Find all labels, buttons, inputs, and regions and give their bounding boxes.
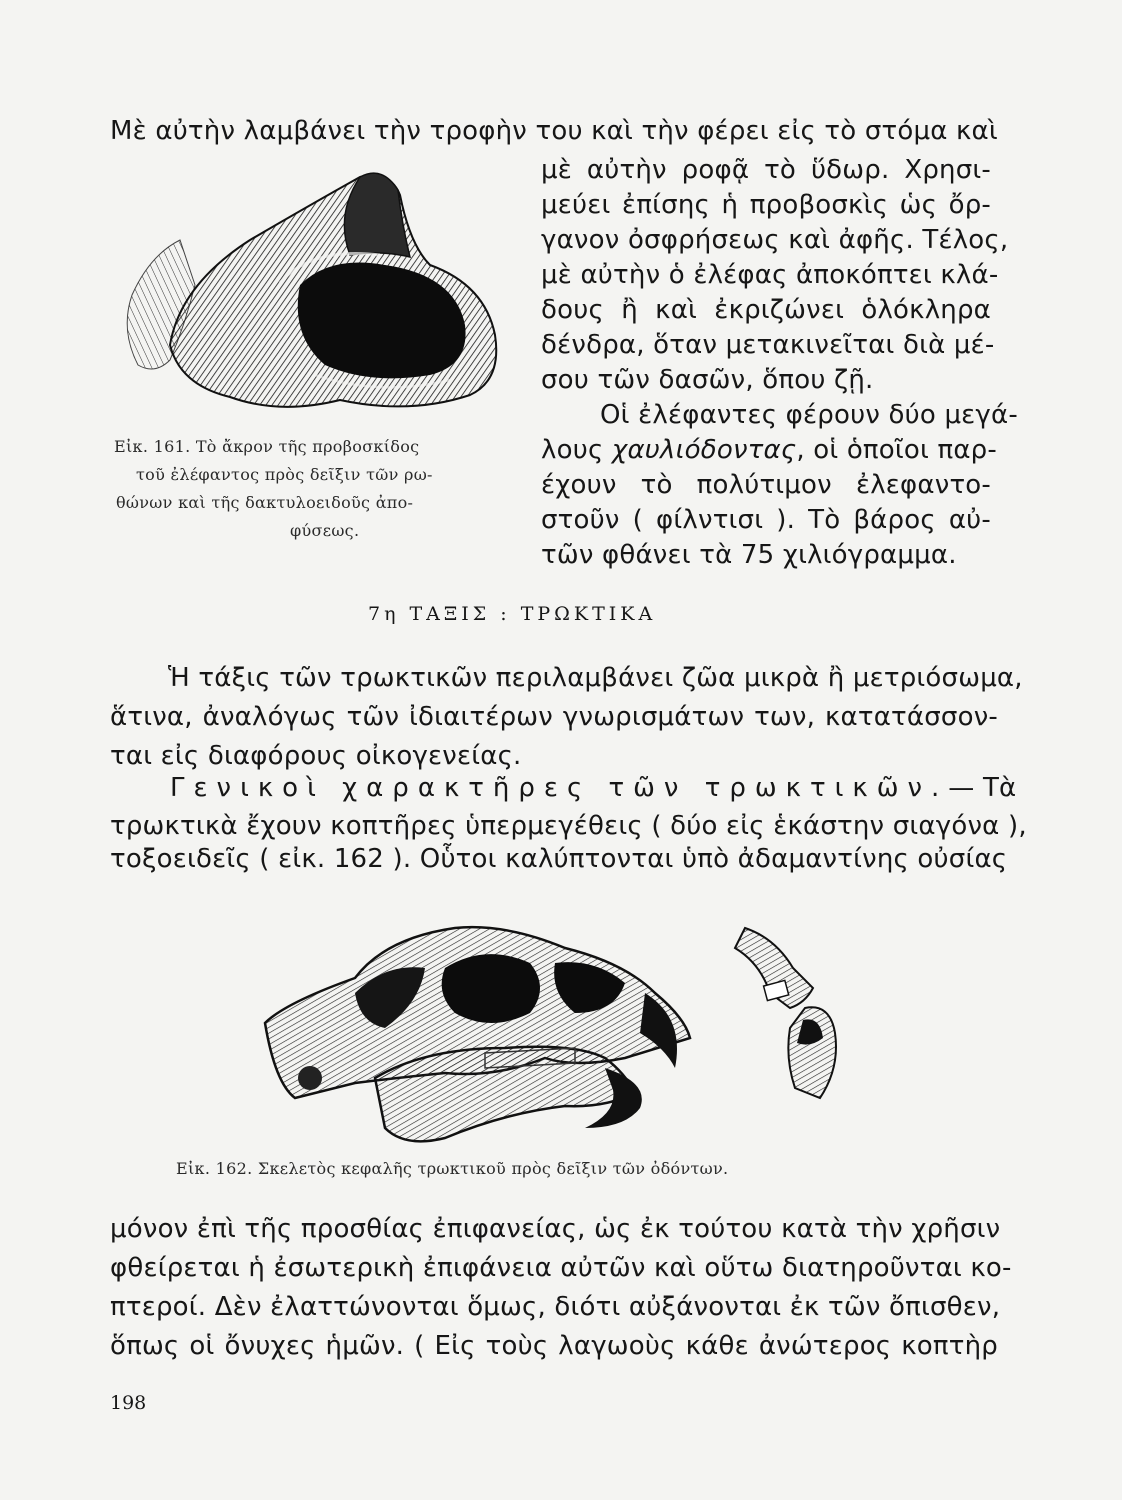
body-line: ἅτινα, ἀναλόγως τῶν ἰδιαιτέρων γνωρισμάτων των, κατατάσσον- [110,702,998,732]
body-line: έχουν τὸ πολύτιμον ἐλεφαντο- [541,470,991,500]
body-line: μεύει ἐπίσης ἡ προβοσκὶς ὡς ὄρ- [541,190,991,220]
body-line: Οἱ ἐλέφαντες φέρουν δύο μεγά- [600,400,1018,430]
body-text: — Τὰ [948,773,1017,803]
figure-caption: Εἰκ. 162. Σκελετὸς κεφαλῆς τρωκτικοῦ πρὸς δεῖξιν τῶν ὀδόντων. [176,1159,729,1178]
body-text [541,434,796,466]
body-line: Μὲ αὐτὴν λαμβάνει τὴν τροφὴν του καὶ τὴν φέρει εἰς τὸ στόμα καὶ [110,116,998,146]
figure-caption: φύσεως. [290,521,360,540]
body-line: μὲ αὐτὴν ὁ ἐλέφας ἀποκόπτει κλά- [541,260,999,290]
rodent-skull-figure [245,908,875,1153]
body-line: στοῦν ( φίλντισι ). Τὸ βάρος αὐ- [541,505,991,535]
body-line: τοξοειδεῖς ( εἰκ. 162 ). Οὗτοι καλύπτονται ὑπὸ ἀδαμαντίνης οὐσίας [110,844,1008,874]
body-line: γανον ὀσφρήσεως καὶ ἀφῆς. Τέλος, [541,225,1009,255]
subheading: Γενικοὶ χαρακτῆρες τῶν τρωκτικῶν. [170,773,949,803]
body-line: δους ἢ καὶ ἐκριζώνει ὁλόκληρα [541,295,991,325]
figure-caption: τοῦ ἐλέφαντος πρὸς δεῖξιν τῶν ρω- [136,465,433,484]
body-line: τρωκτικὰ ἔχουν κοπτῆρες ὑπερμεγέθεις ( δύο εἰς ἑκάστην σιαγόνα ), [110,811,1027,841]
body-line: φθείρεται ἡ ἐσωτερικὴ ἐπιφάνεια αὐτῶν καὶ οὕτω διατηροῦνται κο- [110,1253,1012,1283]
body-line: ται εἰς διαφόρους οἰκογενείας. [110,741,522,771]
body-line: πτεροί. Δὲν ἐλαττώνονται ὅμως, διότι αὐξάνονται ἐκ τῶν ὄπισθεν, [110,1292,1001,1322]
body-text: , οἱ ὁποῖοι παρ- [796,435,997,465]
body-line: σου τῶν δασῶν, ὅπου ζῇ. [541,365,874,395]
page-number: 198 [110,1392,147,1414]
body-text: λους [541,435,612,465]
italic-term: χαυλιόδοντας [611,435,797,465]
section-heading: 7η ΤΑΞΙΣ : ΤΡΩΚΤΙΚΑ [368,603,657,625]
body-line: μὲ αὐτὴν ροφᾷ τὸ ὕδωρ. Χρησι- [541,155,991,185]
body-line: δένδρα, ὅταν μετακινεῖται διὰ μέ- [541,330,995,360]
body-line: Ἡ τάξις τῶν τρωκτικῶν περιλαμβάνει ζῶα μικρὰ ἢ μετριόσωμα, [168,663,1023,693]
body-line: μόνον ἐπὶ τῆς προσθίας ἐπιφανείας, ὡς ἐκ τούτου κατὰ τὴν χρῆσιν [110,1214,1001,1244]
body-line [170,772,1017,804]
elephant-trunk-figure [110,165,520,430]
body-line: ὅπως οἱ ὄνυχες ἡμῶν. ( Εἰς τοὺς λαγωοὺς κάθε ἀνώτερος κοπτὴρ [110,1331,998,1361]
body-line: τῶν φθάνει τὰ 75 χιλιόγραμμα. [541,540,957,570]
figure-caption: Εἰκ. 161. Τὸ ἄκρον τῆς προβοσκίδος [114,437,420,456]
figure-caption: θώνων καὶ τῆς δακτυλοειδοῦς ἀπο- [116,493,414,512]
body-line [541,434,997,466]
